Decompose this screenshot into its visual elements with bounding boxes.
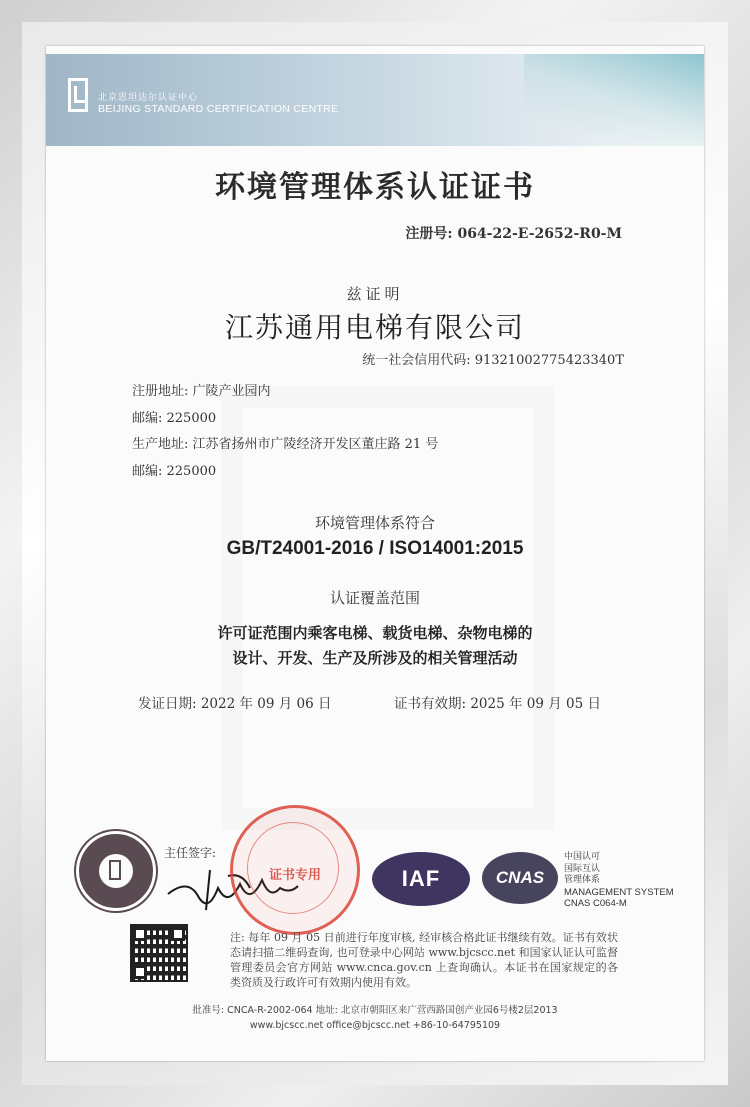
cnas-cn-line-1: 中国认可 (564, 852, 601, 862)
scope-text (46, 621, 704, 671)
qr-code[interactable] (130, 924, 188, 982)
credit-code: 统一社会信用代码: 91321002775423340T (362, 353, 624, 368)
standard-code: GB/T24001-2016 / ISO14001:2015 (226, 538, 524, 559)
cnas-accreditation-text (564, 852, 674, 910)
seal-text: 证书专用 (268, 868, 321, 883)
attest-label: 兹证明 (346, 285, 404, 303)
red-official-seal (230, 805, 360, 935)
brand-name-cn: 北京思坦达尔认证中心 (98, 93, 199, 103)
scope-line-1: 许可证范围内乘客电梯、载货电梯、杂物电梯的 (217, 624, 533, 642)
bscc-logo-icon (68, 78, 88, 112)
scope-label: 认证覆盖范围 (329, 589, 420, 607)
cnas-cn-line-2: 国际互认 (564, 863, 601, 874)
cnas-cn-line-3: 管理体系 (564, 875, 601, 885)
cnas-en-line-2: CNAS C064-M (564, 898, 627, 909)
registration-number: 注册号: 064-22-E-2652-R0-M (405, 226, 622, 242)
scope-line-2: 设计、开发、生产及所涉及的相关管理活动 (232, 649, 518, 667)
iaf-logo (372, 852, 470, 906)
postcode-registered: 邮编: 225000 (132, 411, 217, 426)
cnas-logo (482, 852, 558, 904)
cnas-en-line-1: MANAGEMENT SYSTEM (564, 886, 674, 898)
expiry-date: 证书有效期: 2025 年 09 月 05 日 (394, 696, 602, 712)
production-address: 生产地址: 江苏省扬州市广陵经济开发区董庄路 21 号 (132, 437, 439, 452)
company-name: 江苏通用电梯有限公司 (224, 311, 525, 344)
brand-name-en: BEIJING STANDARD CERTIFICATION CENTRE (98, 103, 339, 115)
conformity-label: 环境管理体系符合 (314, 514, 435, 532)
iaf-text: IAF (401, 866, 441, 891)
cnas-text: CNAS (495, 868, 545, 887)
registered-address: 注册地址: 广陵产业园内 (132, 384, 271, 399)
certificate-page (46, 46, 704, 1061)
postcode-production: 邮编: 225000 (132, 464, 217, 479)
validity-note: 注: 每年 09 月 05 日前进行年度审核, 经审核合格此证书继续有效。证书有效状态请扫描二维码查询, 也可登录中心网站 www.bjcscc.net 和国家认证认可监督管理委员会官方网站 www.cnca.gov.cn 上查询确认。本证书在国家规定的各类资质及行政许可有效期内使用有效。 (230, 931, 618, 989)
footer-approval-address: 批准号: CNCA-R-2002-064 地址: 北京市朝阳区来广营西路国创产业园6号楼2层2013 (192, 1005, 558, 1016)
header-stripe (524, 54, 704, 146)
certificate-title: 环境管理体系认证证书 (215, 170, 535, 205)
signature-label: 主任签字: (164, 846, 217, 860)
watermark (221, 386, 555, 830)
footer-contact: www.bjcscc.net office@bjcscc.net +86-10-64795109 (249, 1020, 501, 1031)
bscc-round-seal-icon (76, 831, 156, 911)
issue-date: 发证日期: 2022 年 09 月 06 日 (138, 696, 332, 712)
